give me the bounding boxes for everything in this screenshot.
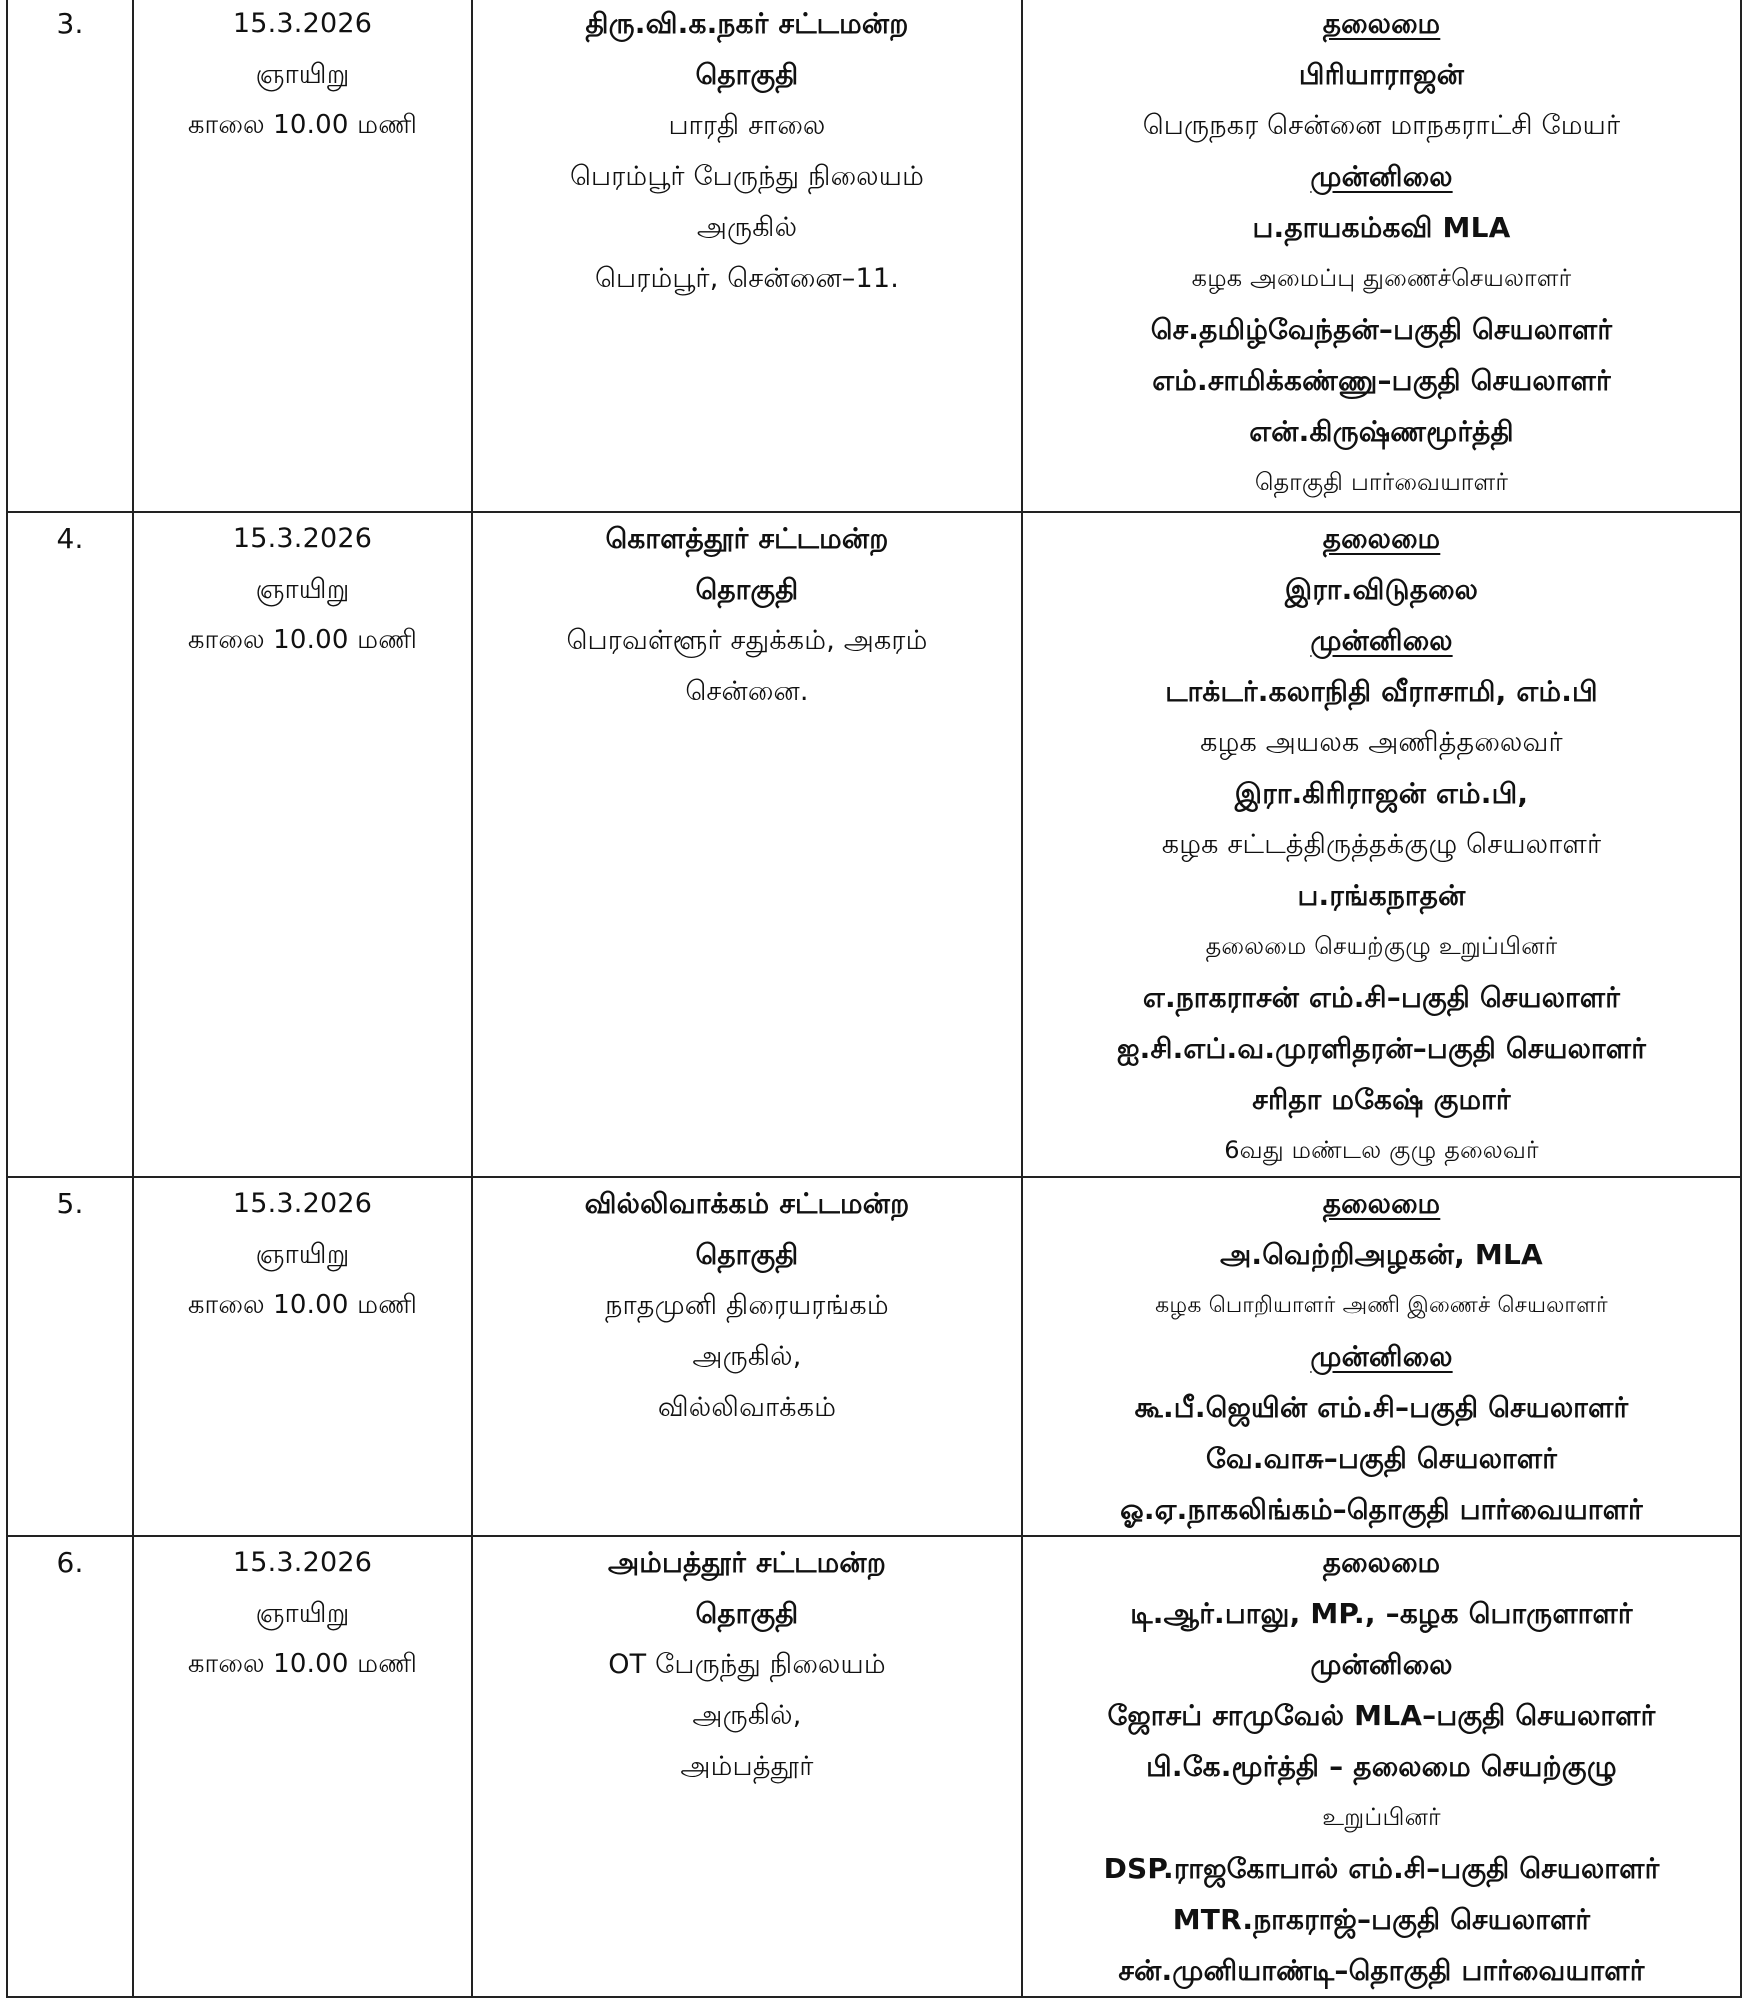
bold-line: டாக்டர்.கலாநிதி வீராசாமி, எம்.பி [1165, 675, 1598, 708]
meeting-time: காலை 10.00 மணி [187, 1290, 418, 1320]
location-cell [472, 1177, 1022, 1536]
text-line: சென்னை. [685, 676, 809, 707]
text-line: வில்லிவாக்கம் [657, 1392, 837, 1423]
bold-line: எ.நாகராசன் எம்.சி–பகுதி செயலாளர் [1142, 981, 1621, 1014]
bold-line: என்.கிருஷ்ணமூர்த்தி [1249, 415, 1514, 448]
meeting-time: காலை 10.00 மணி [187, 625, 418, 655]
schedule-body [7, 0, 1741, 1997]
bold-line: சரிதா மகேஷ் குமார் [1252, 1083, 1511, 1116]
leaders-cell [1022, 1177, 1741, 1536]
text-line: கழக அயலக அணித்தலைவர் [1200, 727, 1563, 758]
bold-line: கூ.பீ.ஜெயின் எம்.சி–பகுதி செயலாளர் [1134, 1391, 1629, 1424]
role-line: தொகுதி பார்வையாளர் [1254, 468, 1509, 496]
bold-line: MTR.நாகராஜ்–பகுதி செயலாளர் [1172, 1903, 1591, 1936]
text-line: அம்பத்தூர் [680, 1751, 814, 1782]
location-cell [472, 1536, 1022, 1997]
text-line: கழக சட்டத்திருத்தக்குழு செயலாளர் [1161, 829, 1602, 860]
text-line: பெரவள்ளூர் சதுக்கம், அகரம் [566, 625, 928, 656]
text-line: பெருநகர சென்னை மாநகராட்சி மேயர் [1142, 110, 1621, 141]
bold-line: பி.கே.மூர்த்தி – தலைமை செயற்குழு [1146, 1750, 1617, 1783]
section-heading: தலைமை [1322, 7, 1441, 40]
text-line: அருகில் [696, 212, 798, 243]
bold-line: செ.தமிழ்வேந்தன்–பகுதி செயலாளர் [1150, 313, 1613, 346]
bold-line: தொகுதி [695, 573, 799, 606]
section-heading: முன்னிலை [1310, 624, 1453, 657]
bold-line: வில்லிவாக்கம் சட்டமன்ற [584, 1187, 910, 1220]
bold-line: DSP.ராஜகோபால் எம்.சி–பகுதி செயலாளர் [1103, 1852, 1660, 1885]
meeting-date: 15.3.2026 [232, 523, 373, 554]
table-row [7, 512, 1741, 1177]
bold-line: இரா.கிரிராஜன் எம்.பி, [1234, 777, 1529, 810]
bold-line: எம்.சாமிக்கண்ணு–பகுதி செயலாளர் [1152, 364, 1611, 397]
leaders-cell [1022, 0, 1741, 512]
section-heading: தலைமை [1322, 1187, 1441, 1220]
location-cell [472, 512, 1022, 1177]
serial-number-cell [7, 1536, 133, 1997]
role-line: கழக பொறியாளர் அணி இணைச் செயலாளர் [1155, 1293, 1608, 1318]
bold-line: கொளத்தூர் சட்டமன்ற [605, 522, 889, 555]
bold-line: அ.வெற்றிஅழகன், MLA [1220, 1238, 1543, 1271]
bold-line: அம்பத்தூர் சட்டமன்ற [607, 1546, 887, 1579]
bold-line: தொகுதி [695, 1238, 799, 1271]
meeting-day: ஞாயிறு [255, 1598, 350, 1629]
table-row [7, 1536, 1741, 1997]
date-cell [133, 1177, 472, 1536]
text-line: அருகில், [692, 1700, 802, 1731]
serial-number: 4. [56, 522, 84, 555]
bold-line: ஜோசப் சாமுவேல் MLA–பகுதி செயலாளர் [1107, 1699, 1656, 1732]
bold-line: இரா.விடுதலை [1284, 573, 1479, 606]
role-line: தலைமை செயற்குழு உறுப்பினர் [1205, 932, 1558, 960]
location-cell [472, 0, 1022, 512]
bold-line: தொகுதி [695, 58, 799, 91]
meeting-time: காலை 10.00 மணி [187, 1649, 418, 1679]
section-heading: முன்னிலை [1310, 1340, 1453, 1373]
role-line: 6வது மண்டல குழு தலைவர் [1224, 1136, 1539, 1164]
meeting-day: ஞாயிறு [255, 574, 350, 605]
table-row [7, 0, 1741, 512]
serial-number: 6. [56, 1546, 84, 1579]
serial-number: 5. [56, 1187, 84, 1220]
bold-line: ஐ.சி.எப்.வ.முரளிதரன்–பகுதி செயலாளர் [1116, 1032, 1647, 1065]
bold-line: ஓ.ஏ.நாகலிங்கம்–தொகுதி பார்வையாளர் [1120, 1493, 1643, 1526]
serial-number-cell [7, 0, 133, 512]
serial-number-cell [7, 1177, 133, 1536]
bold-line: திரு.வி.க.நகர் சட்டமன்ற [585, 7, 909, 40]
role-line: கழக அமைப்பு துணைச்செயலாளர் [1191, 264, 1572, 292]
meeting-day: ஞாயிறு [255, 1239, 350, 1270]
text-line: பாரதி சாலை [668, 110, 826, 141]
meeting-day: ஞாயிறு [255, 59, 350, 90]
bold-line: முன்னிலை [1310, 1648, 1453, 1681]
section-heading: முன்னிலை [1310, 160, 1453, 193]
meeting-date: 15.3.2026 [232, 1188, 373, 1219]
leaders-cell [1022, 1536, 1741, 1997]
bold-line: ப.தாயகம்கவி MLA [1252, 211, 1511, 244]
meeting-date: 15.3.2026 [232, 8, 373, 39]
text-line: பெரம்பூர் பேருந்து நிலையம் [569, 161, 925, 192]
bold-line: சன்.முனியாண்டி–தொகுதி பார்வையாளர் [1118, 1954, 1645, 1987]
bold-line: ப.ரங்கநாதன் [1297, 879, 1466, 912]
date-cell [133, 1536, 472, 1997]
bold-line: டி.ஆர்.பாலு, MP., –கழக பொருளாளர் [1130, 1597, 1633, 1630]
table-row [7, 1177, 1741, 1536]
bold-line: வே.வாசு–பகுதி செயலாளர் [1205, 1442, 1558, 1475]
text-line: அருகில், [692, 1341, 802, 1372]
meeting-date: 15.3.2026 [232, 1547, 373, 1578]
text-line: பெரம்பூர், சென்னை–11. [594, 263, 899, 294]
meeting-time: காலை 10.00 மணி [187, 110, 418, 140]
role-line: உறுப்பினர் [1322, 1803, 1441, 1831]
bold-line: தொகுதி [695, 1597, 799, 1630]
date-cell [133, 0, 472, 512]
meeting-schedule-table [6, 0, 1742, 1998]
section-heading: தலைமை [1322, 522, 1441, 555]
serial-number: 3. [56, 7, 84, 40]
bold-line: தலைமை [1322, 1546, 1441, 1579]
date-cell [133, 512, 472, 1177]
bold-line: பிரியாராஜன் [1298, 58, 1465, 91]
serial-number-cell [7, 512, 133, 1177]
text-line: OT பேருந்து நிலையம் [608, 1649, 886, 1680]
leaders-cell [1022, 512, 1741, 1177]
text-line: நாதமுனி திரையரங்கம் [605, 1290, 889, 1321]
